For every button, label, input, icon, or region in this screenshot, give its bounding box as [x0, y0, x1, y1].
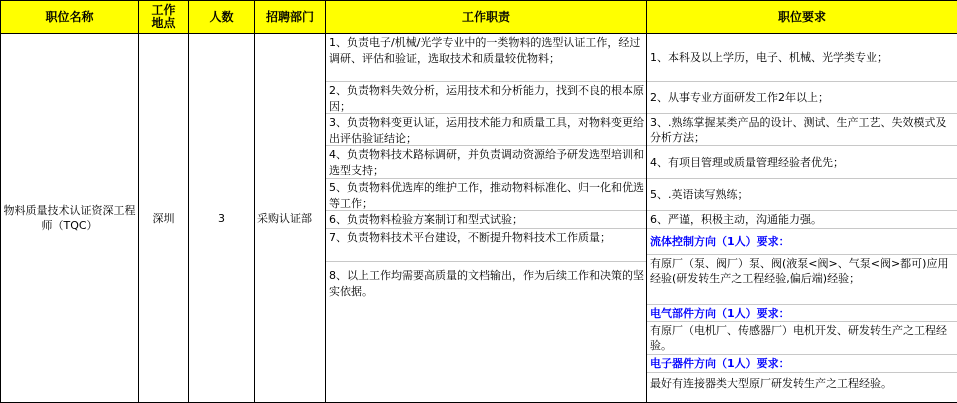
cell-count[interactable]: [189, 34, 255, 403]
header-location[interactable]: 工作 地点: [139, 1, 189, 34]
header-position[interactable]: 职位名称: [1, 1, 139, 34]
cell-location[interactable]: [139, 34, 189, 403]
cell-requirements[interactable]: [647, 34, 957, 403]
count-text: 3: [218, 212, 225, 225]
electronic-heading: 电子器件方向（1人）要求：: [647, 355, 957, 373]
header-duties[interactable]: 工作职责: [326, 1, 647, 34]
requirement-item: 3、.熟练掌握某类产品的设计、测试、生产工艺、失效模式及分析方法；: [647, 114, 957, 146]
header-department[interactable]: 招聘部门: [255, 1, 326, 34]
table-row: [1, 34, 957, 403]
duty-item: 3、负责物料变更认证，运用技术能力和质量工具，对物料变更给出评估验证结论；: [326, 114, 646, 146]
department-text: 采购认证部: [257, 212, 312, 225]
duty-item: 5、负责物料优选库的维护工作，推动物料标准化、归一化和优选等工作；: [326, 179, 646, 211]
cell-duties[interactable]: [326, 34, 647, 403]
duty-item: 6、负责物料检验方案制订和型式试验；: [326, 211, 646, 229]
requirement-item: 1、本科及以上学历，电子、机械、光学类专业；: [647, 34, 957, 82]
fluid-control-requirement: 有原厂（泵、阀厂）泵、阀(液泵<阀>、气泵<阀>都可)应用经验(研发转生产之工程经验,偏后端)经验；: [647, 255, 957, 305]
fluid-control-heading: 流体控制方向（1人）要求：: [647, 229, 957, 255]
electrical-requirement: 有原厂（电机厂、传感器厂）电机开发、研发转生产之工程经验。: [647, 322, 957, 355]
position-text: 物料质量技术认证资深工程师（TQC）: [4, 204, 136, 232]
requirement-item: 4、有项目管理或质量管理经验者优先；: [647, 146, 957, 179]
duty-item: 1、负责电子/机械/光学专业中的一类物料的选型认证工作，经过调研、评估和验证，选取技术和质量较优物料；: [326, 34, 646, 82]
location-text: 深圳: [153, 212, 175, 225]
duty-item: 7、负责物料技术平台建设，不断提升物料技术工作质量；: [326, 229, 646, 262]
electronic-requirement: 最好有连接器类大型原厂研发转生产之工程经验。: [647, 373, 957, 393]
duty-item: 8、以上工作均需要高质量的文档输出，作为后续工作和决策的坚实依据。: [326, 262, 646, 402]
electrical-heading: 电气部件方向（1人）要求：: [647, 305, 957, 322]
requirement-item: 6、严谨，积极主动，沟通能力强。: [647, 211, 957, 229]
requirement-item: 5、.英语读写熟练；: [647, 179, 957, 211]
duty-item: 2、负责物料失效分析，运用技术和分析能力，找到不良的根本原因；: [326, 82, 646, 114]
header-requirements[interactable]: 职位要求: [647, 1, 957, 34]
duty-item: 4、负责物料技术路标调研，并负责调动资源给予研发选型培训和选型支持；: [326, 146, 646, 179]
header-count[interactable]: 人数: [189, 1, 255, 34]
cell-department[interactable]: [255, 34, 326, 403]
requirement-item: 2、从事专业方面研发工作2年以上；: [647, 82, 957, 114]
header-row: [1, 1, 957, 34]
cell-position[interactable]: [1, 34, 139, 403]
